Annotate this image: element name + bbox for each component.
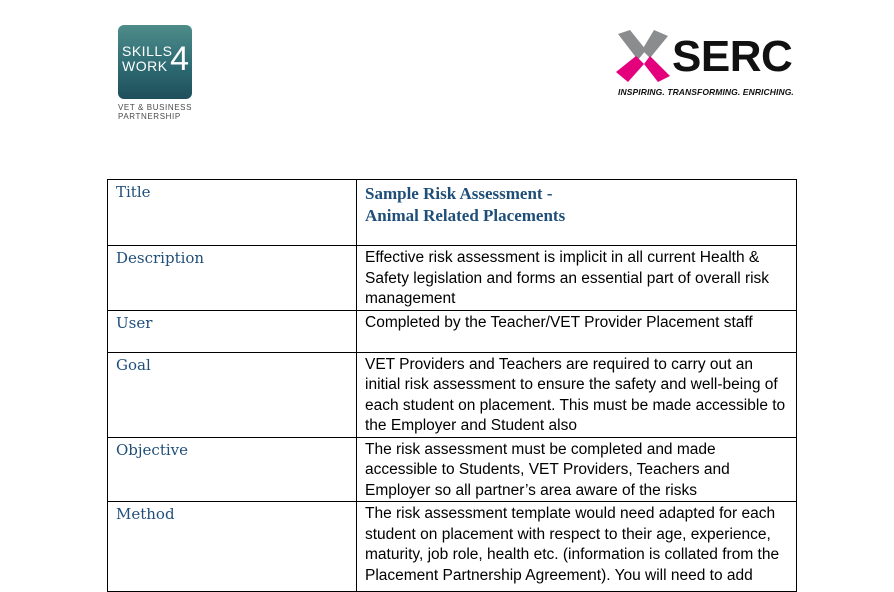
serc-x-stroke-bottom-right — [644, 56, 670, 82]
serc-brand-text: SERC — [672, 32, 793, 81]
serc-x-stroke-top-right — [642, 30, 668, 58]
risk-assessment-table — [107, 179, 797, 592]
logo-word-skills: SKILLS — [122, 43, 173, 59]
logo-word-work: WORK — [122, 58, 168, 74]
document-title-line1: Sample Risk Assessment - — [365, 184, 553, 203]
skills4work-logo — [118, 25, 198, 125]
logo-number: 4 — [170, 40, 189, 78]
document-title — [357, 180, 797, 246]
logo-subtitle-line2: PARTNERSHIP — [118, 112, 181, 121]
table-row-title — [108, 180, 797, 246]
row-value: Effective risk assessment is implicit in all current Health & Safety legislation and forms an essential part of overall risk management — [357, 246, 797, 311]
serc-logo — [616, 30, 796, 100]
row-value: The risk assessment must be completed and made accessible to Students, VET Providers, Teachers and Employer so all partner’s area aware of the risks — [357, 437, 797, 502]
row-value: The risk assessment template would need adapted for each student on placement with respect to their age, experience, maturity, job role, health etc. (information is collated from the Placement Partnership Agreement). You will need to add — [357, 502, 797, 592]
table-row-objective — [108, 437, 797, 502]
row-label: User — [108, 310, 357, 352]
serc-x-icon — [616, 30, 670, 84]
row-value: Completed by the Teacher/VET Provider Placement staff — [357, 310, 797, 352]
logo-subtitle-line1: VET & BUSINESS — [118, 103, 193, 112]
table-row-goal — [108, 352, 797, 437]
row-label: Method — [108, 502, 357, 592]
row-label: Description — [108, 246, 357, 311]
row-label: Goal — [108, 352, 357, 437]
row-value: VET Providers and Teachers are required to carry out an initial risk assessment to ensure the safety and well-being of each student on placement. This must be made accessible to the Employer and Student also — [357, 352, 797, 437]
table-row-user — [108, 310, 797, 352]
serc-x-stroke-bottom-left — [616, 56, 644, 82]
table-row-method — [108, 502, 797, 592]
table-row-description — [108, 246, 797, 311]
serc-x-stroke-top-left — [618, 30, 646, 60]
row-label: Objective — [108, 437, 357, 502]
serc-tagline: INSPIRING. TRANSFORMING. ENRICHING. — [618, 87, 794, 97]
skills4work-logo-tile — [118, 25, 192, 99]
row-label: Title — [108, 180, 357, 246]
document-title-line2: Animal Related Placements — [365, 206, 566, 225]
